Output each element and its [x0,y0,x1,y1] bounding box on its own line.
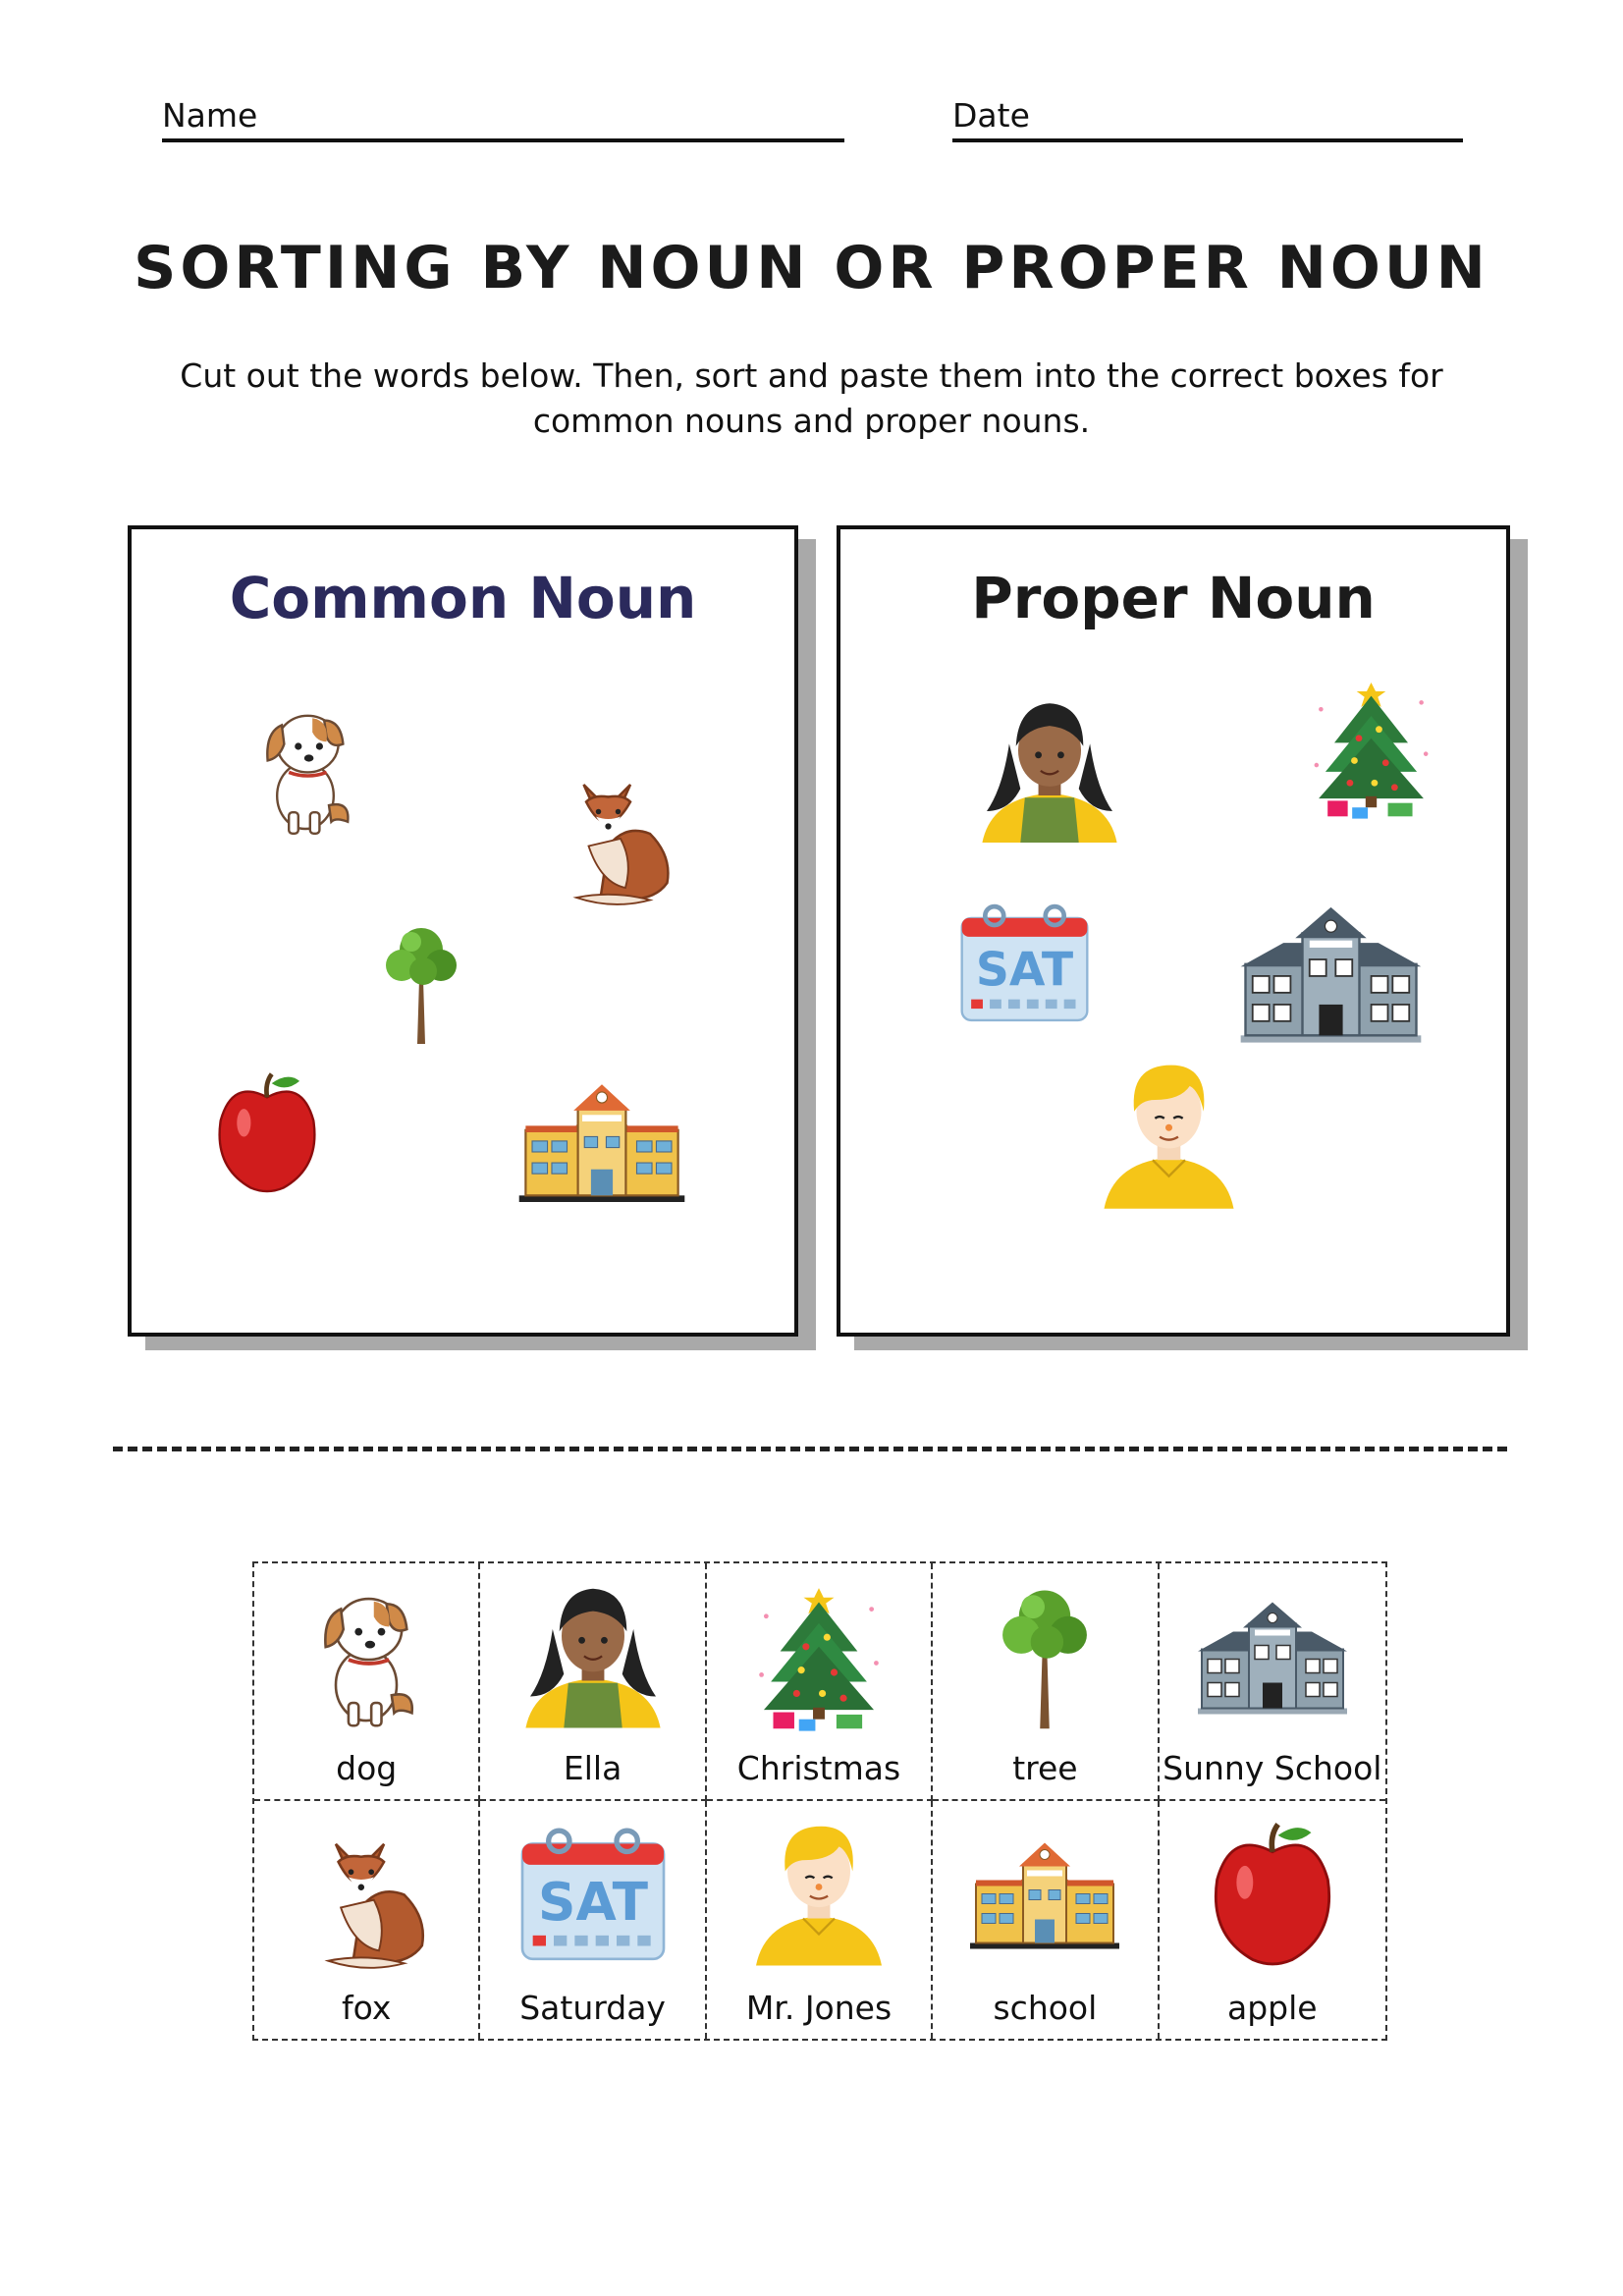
card-dog[interactable] [254,1563,480,1801]
date-field-line[interactable] [952,138,1463,142]
girl-icon [514,1581,672,1733]
instructions: Cut out the words below. Then, sort and paste them into the correct boxes for common nouns and proper nouns. [180,356,1443,440]
christmas-tree-icon [740,1581,897,1733]
card-fox[interactable] [254,1801,480,2039]
card-word: Mr. Jones [745,1989,893,2027]
card-tree[interactable] [933,1563,1159,1801]
card-word: fox [342,1989,392,2027]
name-label: Name [162,96,258,135]
calendar-sat-icon [953,900,1096,1027]
card-christmas[interactable] [707,1563,933,1801]
card-ella[interactable] [480,1563,706,1801]
page-title: SORTING BY NOUN OR PROPER NOUN [134,234,1489,302]
boy-icon [740,1819,897,1971]
apple-icon [208,1069,326,1197]
apple-icon [1194,1819,1351,1971]
sunny-school-icon [1194,1581,1351,1733]
school-icon [514,1082,689,1202]
card-word: apple [1226,1989,1318,2027]
card-apple[interactable] [1160,1801,1385,2039]
tree-icon [372,920,470,1048]
tree-icon [966,1581,1123,1733]
sunny-school-icon [1235,902,1427,1045]
name-field-line[interactable] [162,138,844,142]
fox-icon [552,760,675,907]
cutout-cards-grid [252,1561,1387,2041]
proper-noun-box [837,525,1510,1337]
dog-icon [246,696,364,844]
card-sunny-school[interactable] [1160,1563,1385,1801]
common-noun-title: Common Noun [229,565,697,631]
card-word: Sunny School [1163,1749,1382,1787]
calendar-sat-icon [514,1819,672,1971]
fox-icon [288,1819,445,1971]
card-mr-jones[interactable] [707,1801,933,2039]
school-icon [966,1819,1123,1971]
card-word: school [993,1989,1098,2027]
card-word: dog [336,1749,398,1787]
boy-icon [1088,1060,1250,1212]
girl-icon [971,698,1128,846]
christmas-tree-icon [1310,675,1433,822]
card-saturday[interactable] [480,1801,706,2039]
date-label: Date [952,96,1030,135]
common-noun-box [128,525,798,1337]
card-word: tree [1012,1749,1078,1787]
card-school[interactable] [933,1801,1159,2039]
dog-icon [288,1581,445,1733]
card-word: Christmas [736,1749,901,1787]
card-word: Ella [563,1749,622,1787]
card-word: Saturday [519,1989,666,2027]
cut-line [113,1447,1507,1451]
proper-noun-title: Proper Noun [971,565,1376,631]
